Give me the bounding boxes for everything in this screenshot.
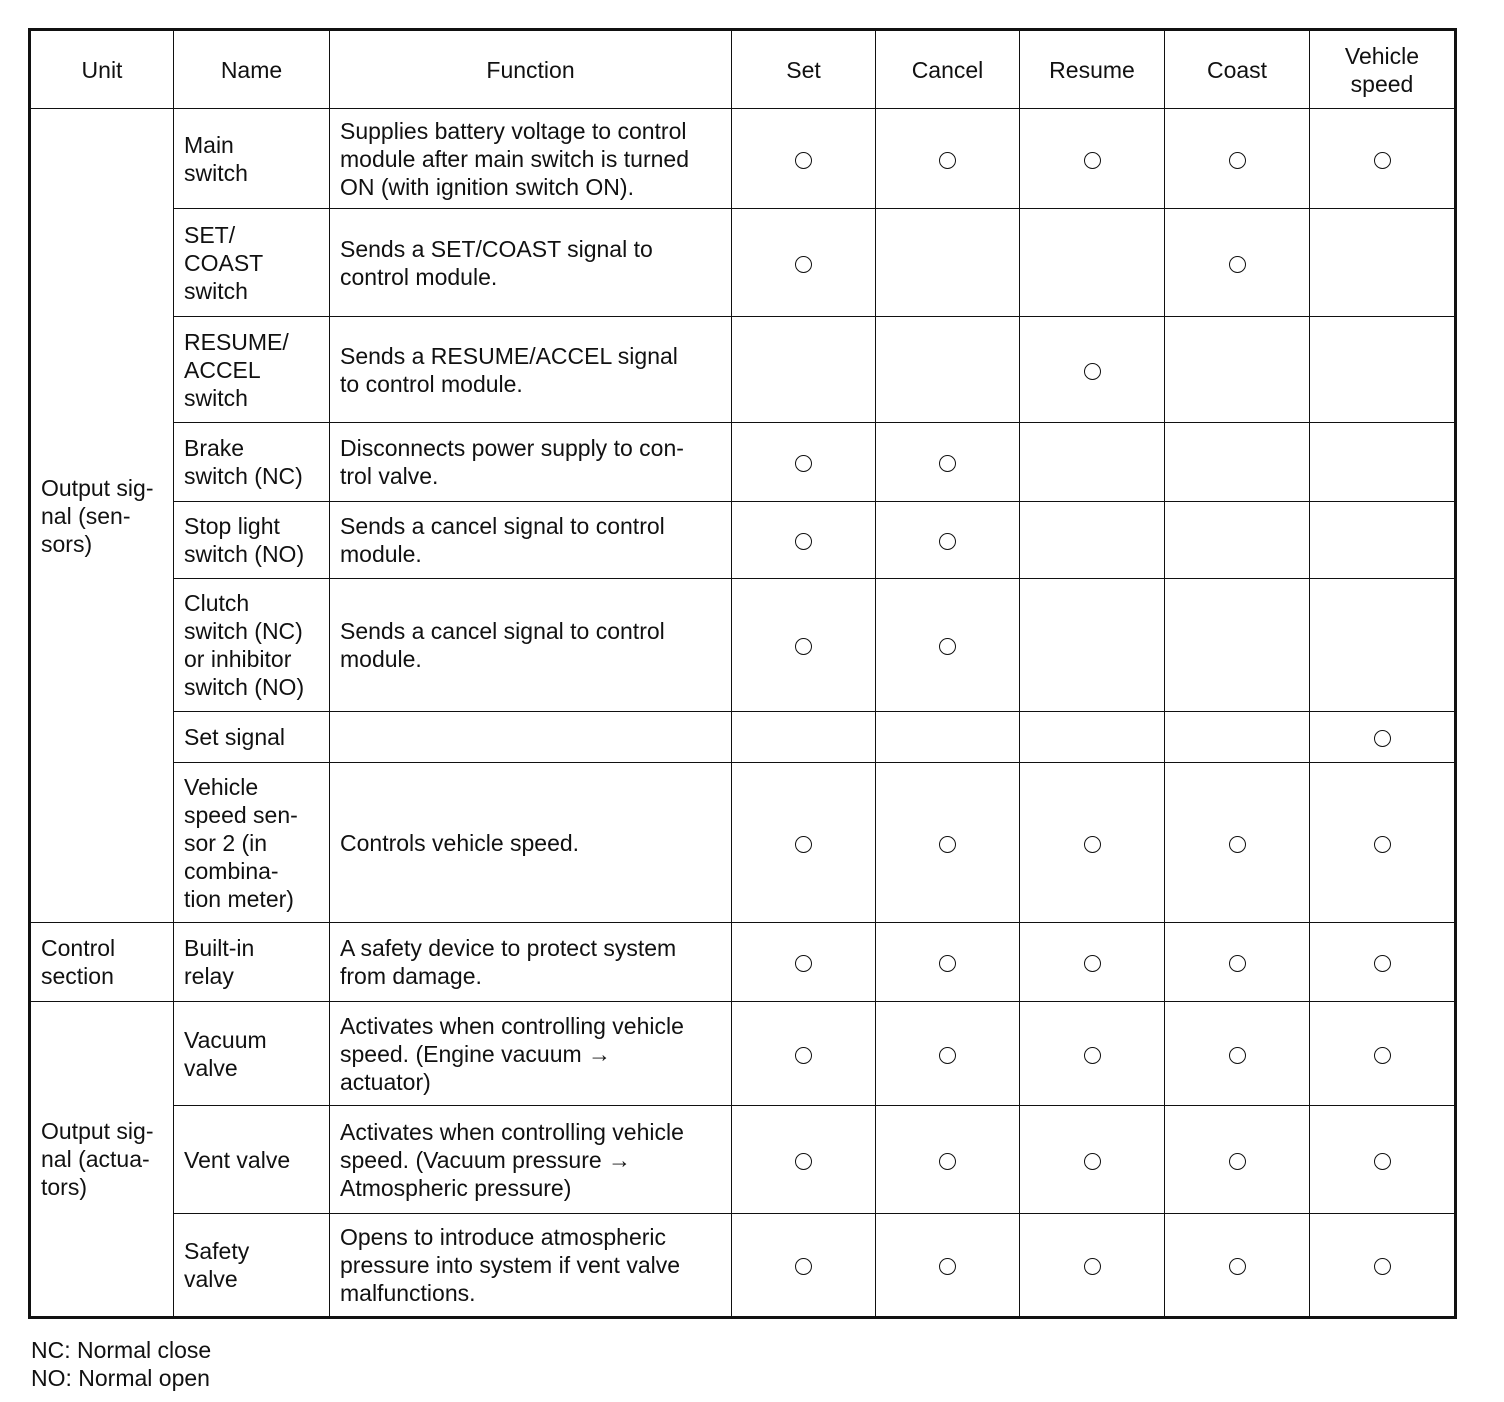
circle-mark-icon [1084, 1258, 1101, 1275]
mark-cell-cancel [876, 579, 1020, 712]
unit-cell: Control section [30, 923, 174, 1002]
table-row [30, 763, 1456, 923]
header-row [30, 30, 1456, 109]
circle-mark-icon [1084, 1047, 1101, 1064]
circle-mark-icon [1374, 1153, 1391, 1170]
circle-mark-icon [1229, 152, 1246, 169]
mark-cell-cancel [876, 923, 1020, 1002]
circle-mark-icon [795, 455, 812, 472]
name-cell: Vehicle speed sen- sor 2 (in combina- tion meter) [174, 763, 330, 923]
name-cell: Vent valve [174, 1106, 330, 1214]
circle-mark-icon [1229, 955, 1246, 972]
mark-cell-set [732, 209, 876, 317]
table-row [30, 712, 1456, 763]
cruise-control-table [28, 28, 1457, 1319]
table-row [30, 317, 1456, 423]
name-cell: Brake switch (NC) [174, 423, 330, 502]
table-row [30, 209, 1456, 317]
circle-mark-icon [795, 955, 812, 972]
circle-mark-icon [1374, 955, 1391, 972]
mark-cell-coast [1165, 423, 1310, 502]
mark-cell-vehicle-speed [1310, 317, 1456, 423]
table-row [30, 423, 1456, 502]
table-row [30, 1002, 1456, 1106]
function-cell: Controls vehicle speed. [330, 763, 732, 923]
footnotes [31, 1336, 211, 1392]
circle-mark-icon [939, 955, 956, 972]
name-cell: Clutch switch (NC) or inhibitor switch (NO) [174, 579, 330, 712]
mark-cell-resume [1020, 1106, 1165, 1214]
mark-cell-set [732, 1214, 876, 1318]
mark-cell-resume [1020, 712, 1165, 763]
table-row [30, 502, 1456, 579]
name-cell: Stop light switch (NO) [174, 502, 330, 579]
function-cell: Sends a RESUME/ACCEL signal to control module. [330, 317, 732, 423]
mark-cell-coast [1165, 502, 1310, 579]
mark-cell-cancel [876, 502, 1020, 579]
mark-cell-resume [1020, 502, 1165, 579]
circle-mark-icon [1084, 363, 1101, 380]
circle-mark-icon [795, 533, 812, 550]
function-cell: Opens to introduce atmospheric pressure into system if vent valve malfunctions. [330, 1214, 732, 1318]
mark-cell-set [732, 763, 876, 923]
circle-mark-icon [795, 1258, 812, 1275]
circle-mark-icon [1229, 1153, 1246, 1170]
name-cell: Safety valve [174, 1214, 330, 1318]
mark-cell-set [732, 1002, 876, 1106]
mark-cell-vehicle-speed [1310, 712, 1456, 763]
mark-cell-cancel [876, 317, 1020, 423]
name-cell: Set signal [174, 712, 330, 763]
header-name: Name [174, 30, 330, 109]
mark-cell-coast [1165, 579, 1310, 712]
mark-cell-set [732, 423, 876, 502]
mark-cell-coast [1165, 1214, 1310, 1318]
function-cell: Disconnects power supply to con- trol valve. [330, 423, 732, 502]
table-container [28, 28, 1457, 1319]
function-cell [330, 712, 732, 763]
circle-mark-icon [1084, 955, 1101, 972]
mark-cell-cancel [876, 423, 1020, 502]
mark-cell-resume [1020, 1002, 1165, 1106]
function-cell: Supplies battery voltage to control module after main switch is turned ON (with ignition switch ON). [330, 109, 732, 209]
circle-mark-icon [1084, 836, 1101, 853]
circle-mark-icon [939, 455, 956, 472]
circle-mark-icon [1229, 256, 1246, 273]
circle-mark-icon [1374, 152, 1391, 169]
function-cell: Sends a cancel signal to control module. [330, 579, 732, 712]
mark-cell-cancel [876, 712, 1020, 763]
circle-mark-icon [795, 836, 812, 853]
table-row [30, 1106, 1456, 1214]
mark-cell-resume [1020, 317, 1165, 423]
function-cell: Sends a SET/COAST signal to control module. [330, 209, 732, 317]
mark-cell-vehicle-speed [1310, 1002, 1456, 1106]
mark-cell-cancel [876, 109, 1020, 209]
name-cell: RESUME/ ACCEL switch [174, 317, 330, 423]
mark-cell-set [732, 502, 876, 579]
circle-mark-icon [939, 836, 956, 853]
mark-cell-set [732, 712, 876, 763]
header-set: Set [732, 30, 876, 109]
mark-cell-coast [1165, 209, 1310, 317]
footnote-nc: NC: Normal close [31, 1337, 212, 1363]
mark-cell-vehicle-speed [1310, 209, 1456, 317]
header-vehicle-speed: Vehicle speed [1310, 30, 1456, 109]
mark-cell-vehicle-speed [1310, 1106, 1456, 1214]
mark-cell-coast [1165, 317, 1310, 423]
circle-mark-icon [795, 152, 812, 169]
header-cancel: Cancel [876, 30, 1020, 109]
mark-cell-resume [1020, 1214, 1165, 1318]
circle-mark-icon [795, 638, 812, 655]
function-cell: Activates when controlling vehicle speed. (Vacuum pressure → Atmospheric pressure) [330, 1106, 732, 1214]
mark-cell-vehicle-speed [1310, 1214, 1456, 1318]
header-resume: Resume [1020, 30, 1165, 109]
mark-cell-coast [1165, 109, 1310, 209]
mark-cell-set [732, 1106, 876, 1214]
name-cell: Vacuum valve [174, 1002, 330, 1106]
circle-mark-icon [1084, 1153, 1101, 1170]
footnote-no: NO: Normal open [31, 1365, 210, 1391]
mark-cell-set [732, 109, 876, 209]
table-row [30, 1214, 1456, 1318]
header-function: Function [330, 30, 732, 109]
unit-cell: Output sig- nal (sen- sors) [30, 109, 174, 923]
circle-mark-icon [795, 1047, 812, 1064]
table-row [30, 923, 1456, 1002]
name-cell: Main switch [174, 109, 330, 209]
mark-cell-vehicle-speed [1310, 763, 1456, 923]
circle-mark-icon [939, 638, 956, 655]
table-row [30, 109, 1456, 209]
circle-mark-icon [1374, 836, 1391, 853]
mark-cell-resume [1020, 579, 1165, 712]
table-row [30, 579, 1456, 712]
header-coast: Coast [1165, 30, 1310, 109]
function-cell: Sends a cancel signal to control module. [330, 502, 732, 579]
mark-cell-coast [1165, 1106, 1310, 1214]
circle-mark-icon [939, 1047, 956, 1064]
mark-cell-coast [1165, 763, 1310, 923]
circle-mark-icon [939, 152, 956, 169]
circle-mark-icon [1374, 1258, 1391, 1275]
mark-cell-resume [1020, 209, 1165, 317]
mark-cell-vehicle-speed [1310, 923, 1456, 1002]
mark-cell-resume [1020, 763, 1165, 923]
mark-cell-cancel [876, 209, 1020, 317]
circle-mark-icon [939, 1258, 956, 1275]
circle-mark-icon [939, 1153, 956, 1170]
mark-cell-set [732, 317, 876, 423]
mark-cell-vehicle-speed [1310, 109, 1456, 209]
unit-cell: Output sig- nal (actua- tors) [30, 1002, 174, 1318]
circle-mark-icon [939, 533, 956, 550]
circle-mark-icon [1374, 730, 1391, 747]
circle-mark-icon [1229, 836, 1246, 853]
mark-cell-set [732, 923, 876, 1002]
mark-cell-set [732, 579, 876, 712]
mark-cell-resume [1020, 109, 1165, 209]
mark-cell-resume [1020, 423, 1165, 502]
circle-mark-icon [1229, 1258, 1246, 1275]
name-cell: Built-in relay [174, 923, 330, 1002]
circle-mark-icon [1374, 1047, 1391, 1064]
function-cell: A safety device to protect system from damage. [330, 923, 732, 1002]
circle-mark-icon [1084, 152, 1101, 169]
circle-mark-icon [795, 1153, 812, 1170]
name-cell: SET/ COAST switch [174, 209, 330, 317]
circle-mark-icon [795, 256, 812, 273]
header-unit: Unit [30, 30, 174, 109]
mark-cell-vehicle-speed [1310, 579, 1456, 712]
mark-cell-vehicle-speed [1310, 423, 1456, 502]
mark-cell-coast [1165, 712, 1310, 763]
mark-cell-resume [1020, 923, 1165, 1002]
mark-cell-cancel [876, 1106, 1020, 1214]
circle-mark-icon [1229, 1047, 1246, 1064]
mark-cell-coast [1165, 1002, 1310, 1106]
mark-cell-cancel [876, 1214, 1020, 1318]
mark-cell-cancel [876, 1002, 1020, 1106]
mark-cell-coast [1165, 923, 1310, 1002]
mark-cell-vehicle-speed [1310, 502, 1456, 579]
function-cell: Activates when controlling vehicle speed. (Engine vacuum → actuator) [330, 1002, 732, 1106]
mark-cell-cancel [876, 763, 1020, 923]
